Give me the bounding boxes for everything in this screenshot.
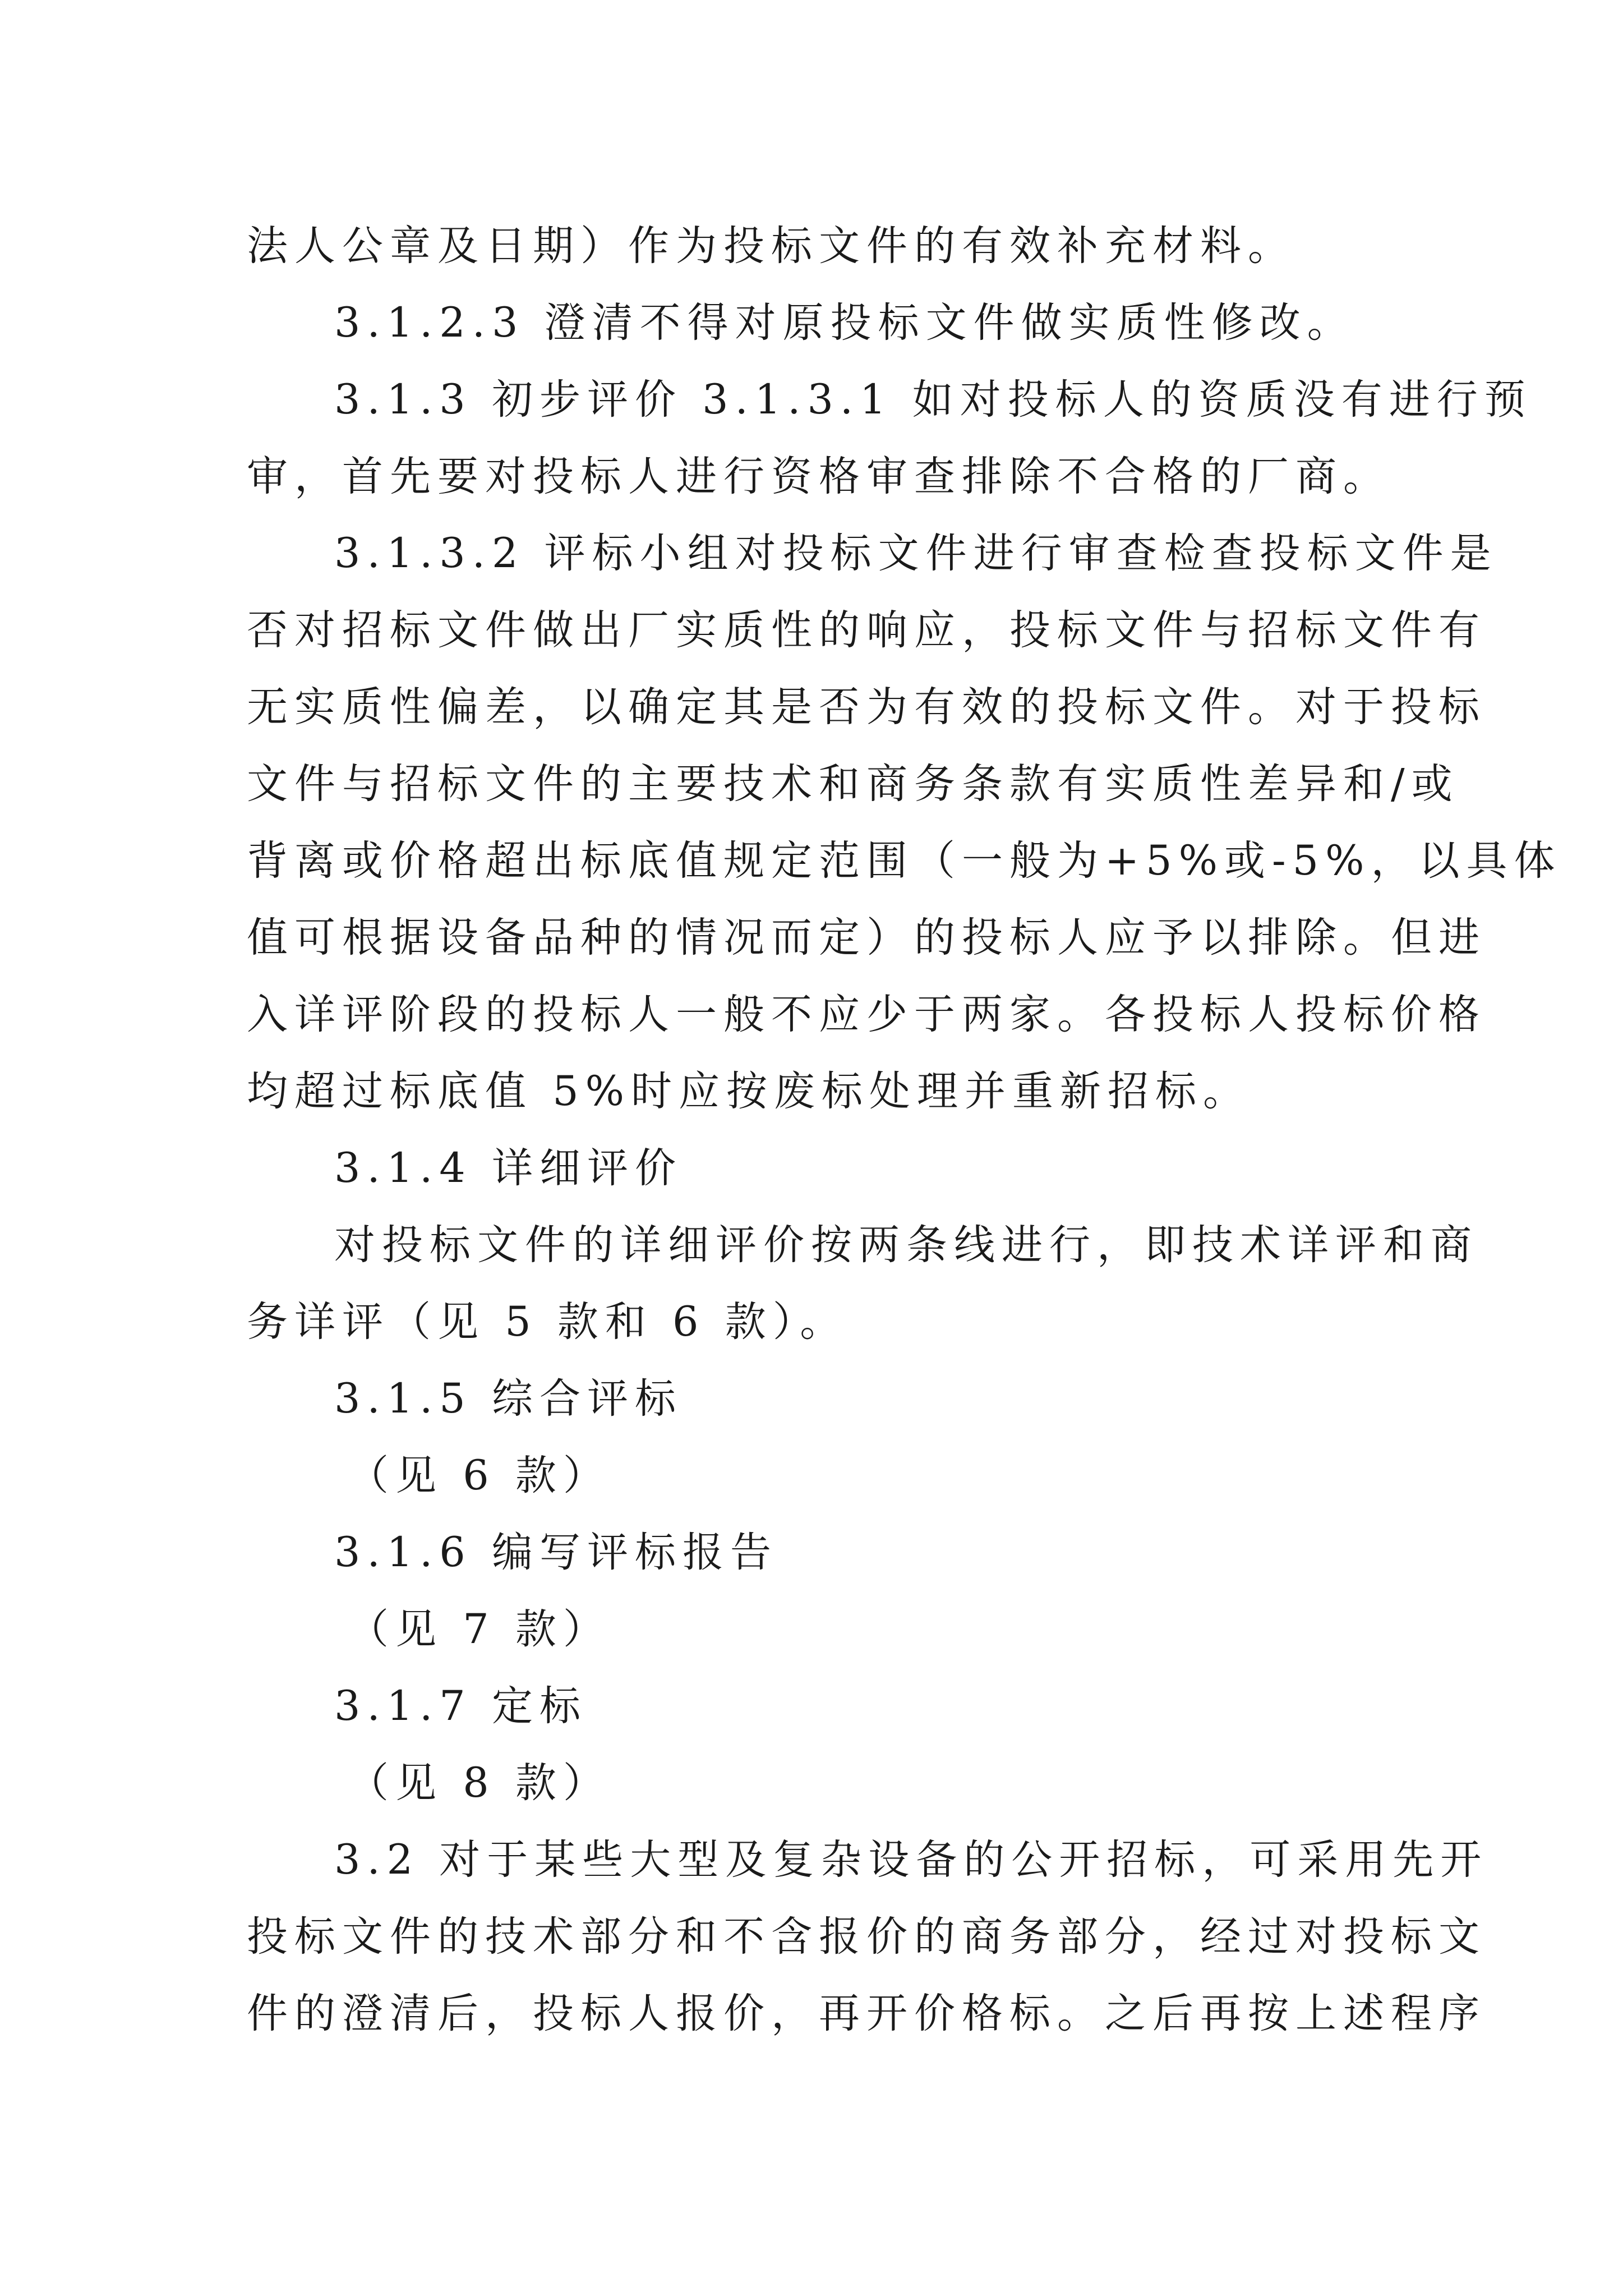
text-line: 审，首先要对投标人进行资格审查排除不合格的厂商。 bbox=[247, 453, 1391, 500]
text-line: 否对招标文件做出厂实质性的响应，投标文件与招标文件有 bbox=[247, 606, 1486, 654]
text-line: 对投标文件的详细评价按两条线进行，即技术详评和商 bbox=[334, 1221, 1478, 1269]
text-line: 文件与招标文件的主要技术和商务条款有实质性差异和/或 bbox=[247, 760, 1459, 808]
document-page bbox=[247, 208, 1562, 2052]
text-line: 件的澄清后，投标人报价，再开价格标。之后再按上述程序 bbox=[247, 1990, 1486, 2037]
text-line: 入详评阶段的投标人一般不应少于两家。各投标人投标价格 bbox=[247, 991, 1486, 1038]
text-line: 法人公章及日期）作为投标文件的有效补充材料。 bbox=[247, 222, 1295, 270]
section-heading: 3.1.5 综合评标 bbox=[334, 1375, 683, 1423]
text-line: 3.1.3 初步评价 3.1.3.1 如对投标人的资质没有进行预 bbox=[334, 376, 1532, 424]
text-line: 值可根据设备品种的情况而定）的投标人应予以排除。但进 bbox=[247, 914, 1486, 961]
section-heading: 3.1.6 编写评标报告 bbox=[334, 1529, 778, 1576]
text-line: 3.2 对于某些大型及复杂设备的公开招标，可采用先开 bbox=[334, 1836, 1488, 1884]
text-line: 背离或价格超出标底值规定范围（一般为+5%或-5%，以具体 bbox=[247, 837, 1562, 885]
text-line: 3.1.2.3 澄清不得对原投标文件做实质性修改。 bbox=[334, 299, 1355, 347]
text-line: （见 8 款） bbox=[348, 1759, 611, 1807]
text-line: 投标文件的技术部分和不含报价的商务部分，经过对投标文 bbox=[247, 1913, 1486, 1961]
text-line: 务详评（见 5 款和 6 款）。 bbox=[247, 1298, 848, 1346]
text-line: 无实质性偏差，以确定其是否为有效的投标文件。对于投标 bbox=[247, 683, 1486, 731]
text-line: 3.1.3.2 评标小组对投标文件进行审查检查投标文件是 bbox=[334, 530, 1498, 577]
text-line: 均超过标底值 5%时应按废标处理并重新招标。 bbox=[247, 1068, 1251, 1115]
text-line: （见 6 款） bbox=[348, 1452, 611, 1499]
section-heading: 3.1.7 定标 bbox=[334, 1682, 587, 1730]
section-heading: 3.1.4 详细评价 bbox=[334, 1144, 683, 1192]
text-line: （见 7 款） bbox=[348, 1605, 611, 1653]
